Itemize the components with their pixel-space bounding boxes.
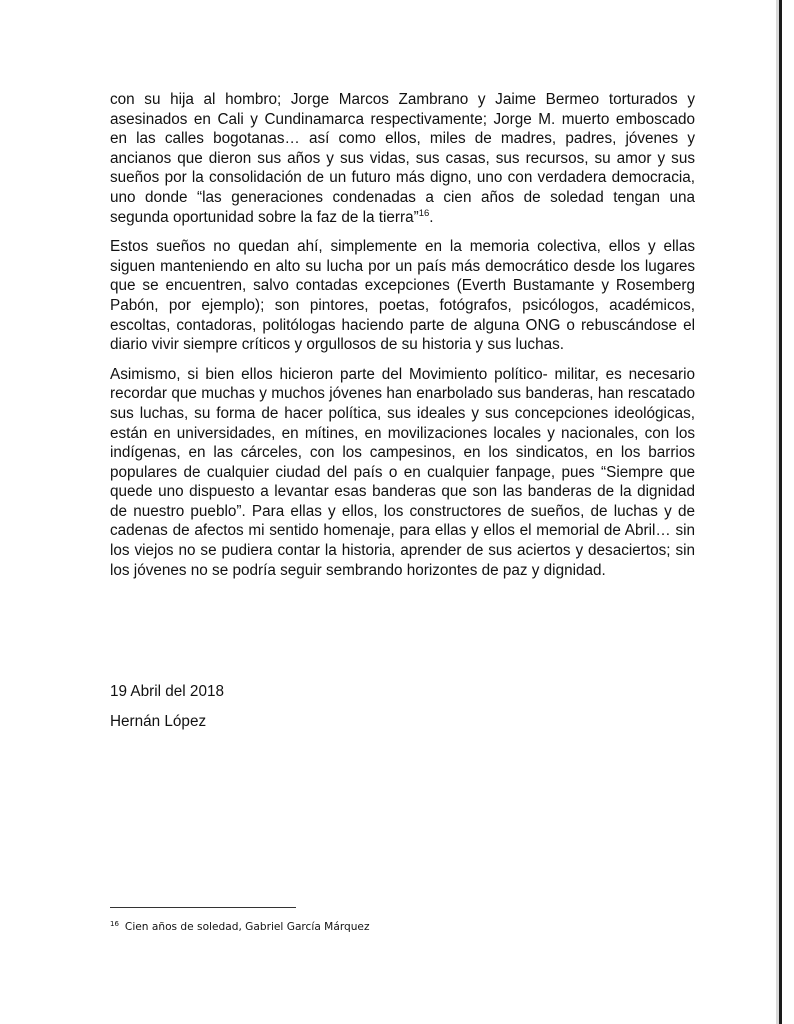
footnote — [110, 917, 370, 934]
paragraph-end-punctuation: . — [429, 208, 434, 226]
closing-block — [110, 682, 224, 741]
page-edge — [779, 0, 782, 1024]
paragraph — [110, 90, 695, 227]
document-body — [110, 90, 695, 590]
signature-date: 19 Abril del 2018 — [110, 683, 224, 700]
footnote-separator — [110, 907, 296, 908]
signature-author: Hernán López — [110, 712, 207, 730]
footnote-reference[interactable]: 16 — [418, 207, 430, 219]
paragraph: Estos sueños no quedan ahí, simplemente en la memoria colectiva, ellos y ellas siguen manteniendo en alto su lucha por un país más democrático desde los lugares que se encuentren, salvo contadas excepciones (Everth Bustamante y Rosemberg Pabón, por ejemplo); son pintores, poetas, fotógrafos, psicólogos, académicos, escoltas, contadoras, politólogas haciendo parte de alguna ONG o rebuscándose el diario vivir siempre críticos y orgullosos de su historia y sus luchas. — [110, 238, 695, 354]
footnote-text: Cien años de soledad, Gabriel García Márquez — [124, 921, 370, 933]
footnote-number: 16 — [110, 920, 119, 928]
paragraph: Asimismo, si bien ellos hicieron parte del Movimiento político- militar, es necesario recordar que muchas y muchos jóvenes han enarbolado sus banderas, han rescatado sus luchas, su forma de hacer política, sus ideales y sus concepciones ideológicas, están en universidades, en mítines, en movilizaciones locales y nacionales, con los indígenas, en las cárceles, con los campesinos, en los sindicatos, en los barrios populares de cualquier ciudad del país o en cualquier fanpage, pues “Siempre que quede uno dispuesto a levantar esas banderas que son las banderas de la dignidad de nuestro pueblo”. Para ellas y ellos, los constructores de sueños, de luchas y de cadenas de afectos mi sentido homenaje, para ellas y ellos el memorial de Abril… sin los viejos no se pudiera contar la historia, aprender de sus aciertos y desaciertos; sin los jóvenes no se podría seguir sembrando horizontes de paz y dignidad. — [110, 365, 695, 579]
paragraph-text: con su hija al hombro; Jorge Marcos Zambrano y Jaime Bermeo torturados y asesinados en Cali y Cundinamarca respectivamente; Jorge M. muerto emboscado en las calles bogotanas… así como ellos, miles de madres, padres, jóvenes y ancianos que dieron sus años y sus vidas, sus casas, sus recursos, su amor y sus sueños por la consolidación de un futuro más digno, uno con verdadera democracia, uno donde “las generaciones condenadas a cien años de soledad tengan una segunda oportunidad sobre la faz de la tierra” — [110, 91, 695, 226]
